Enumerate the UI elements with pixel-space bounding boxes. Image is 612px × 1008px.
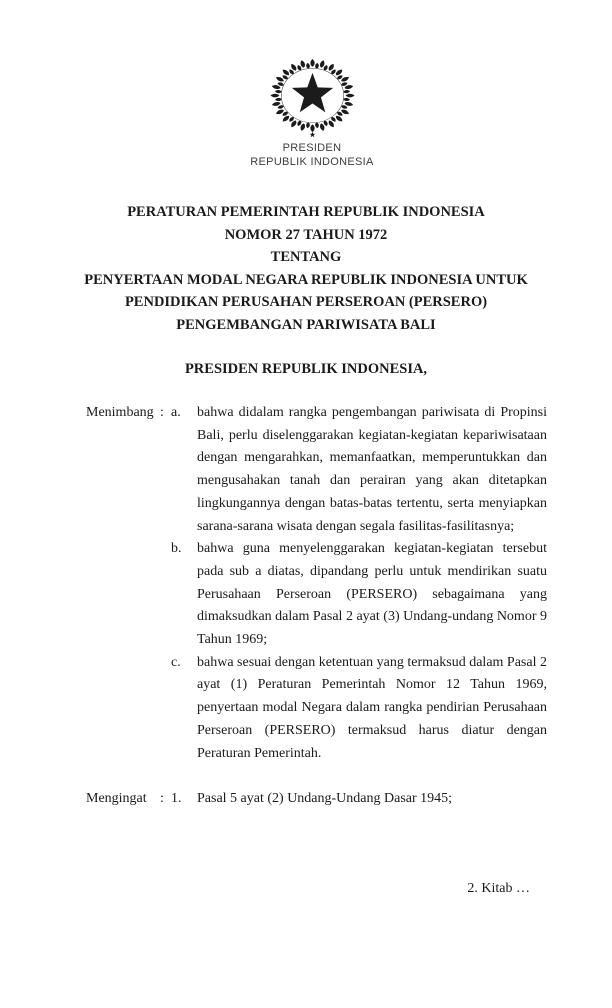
item-text: Pasal 5 ayat (2) Undang-Undang Dasar 1945;: [197, 791, 453, 806]
mengingat-label: Mengingat: [86, 791, 147, 806]
menimbang-label: Menimbang: [86, 405, 154, 420]
menimbang-item-a: [86, 402, 549, 538]
regulation-title-line: PERATURAN PEMERINTAH REPUBLIK INDONESIA: [127, 204, 485, 220]
letterhead: [6, 53, 612, 169]
letterhead-republik-indonesia-label: REPUBLIK INDONESIA: [250, 155, 374, 168]
letterhead-presiden-label: PRESIDEN: [282, 142, 342, 154]
regulation-title-block: [76, 201, 536, 336]
page-catchword: 2. Kitab …: [467, 881, 530, 896]
menimbang-section: [86, 402, 549, 765]
opening-heading: PRESIDEN REPUBLIK INDONESIA,: [184, 361, 428, 377]
menimbang-item-b: [171, 538, 549, 652]
mengingat-colon: :: [160, 791, 164, 806]
menimbang-colon: :: [160, 405, 164, 420]
menimbang-item-c: [171, 652, 549, 766]
item-marker: a.: [171, 405, 181, 420]
regulation-subject: PENYERTAAN MODAL NEGARA REPUBLIK INDONESIA UNTUK PENDIDIKAN PERUSAHAN PERSEROAN (PERSERO) PENGEMBANGAN PARIWISATA BALI: [84, 271, 528, 333]
item-text: bahwa guna menyelenggarakan kegiatan-kegiatan tersebut pada sub a diatas, dipandang perlu untuk mendirikan suatu Perusahaan Perseroan (PERSERO) sebagaimana yang dimaksudkan dalam Pasal 2 ayat (3) Undang-undang Nomor 9 Tahun 1969;: [197, 541, 547, 648]
mengingat-item-1: [86, 788, 549, 811]
star-wreath-seal-icon: [265, 53, 360, 140]
tentang-line: TENTANG: [270, 249, 342, 265]
regulation-number-line: NOMOR 27 TAHUN 1972: [224, 226, 388, 243]
item-marker: 1.: [171, 791, 182, 806]
item-marker: b.: [171, 541, 182, 557]
item-text: bahwa didalam rangka pengembangan pariwisata di Propinsi Bali, perlu diselenggarakan kegiatan-kegiatan kepariwisataan dengan mengarahkan, memanfaatkan, memperuntukkan dan mengusahakan tanah dan perairan yang akan ditetapkan lingkungannya dengan batas-batas tertentu, serta menyiapkan sarana-sarana wisata dengan segala fasilitas-fasilitasnya;: [197, 405, 547, 534]
item-text: bahwa sesuai dengan ketentuan yang termaksud dalam Pasal 2 ayat (1) Peraturan Pemerintah Nomor 12 Tahun 1969, penyertaan modal Negara dalam rangka pendirian Perusahaan Perseroan (PERSERO) termaksud harus diatur dengan Peraturan Pemerintah.: [197, 654, 547, 761]
item-marker: c.: [171, 654, 181, 670]
mengingat-section: [86, 788, 549, 811]
